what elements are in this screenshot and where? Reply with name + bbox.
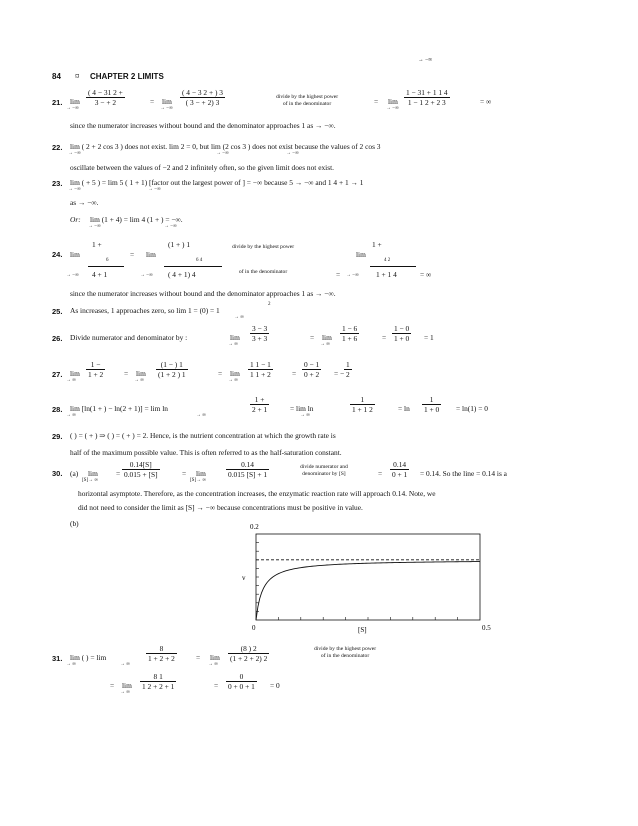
- result: = −: [334, 369, 345, 378]
- fraction: $\frac{3 - 3}{3 + 3}$: [252, 324, 268, 344]
- fraction: $\frac{0.14[S]}{0.015 + [S]}$: [124, 460, 158, 480]
- lim-subscript: → −∞: [216, 151, 229, 156]
- statement-line: ( ) = ( + ) ⇒ ( ) = ( + ) = 2. Hence, is the nutrient concentration at which the growth rate is: [70, 431, 336, 440]
- denominator: 1 − 1 2 + 2 3: [407, 98, 446, 108]
- lim-operator: lim: [70, 97, 80, 106]
- lim-subscript: → −∞: [88, 224, 101, 229]
- lim-operator: lim: [210, 653, 220, 662]
- lim-subscript: → −∞: [160, 106, 173, 111]
- fraction: $\frac{(8 ) 2}{(1 + 2 + 2) 2}$: [230, 644, 268, 664]
- fraction-bar: [164, 266, 222, 267]
- lim-subscript: → ∞: [320, 342, 330, 347]
- denominator: ( 4 + 1) 4: [168, 270, 196, 279]
- problem-number: 27.: [52, 370, 63, 379]
- lim-subscript: → −∞: [148, 187, 161, 192]
- exponent: 2: [268, 302, 271, 307]
- x-ticks: [278, 617, 457, 620]
- fraction: $\frac{1}{1 + 1 2}$: [352, 395, 373, 415]
- statement-line: lim (1 + 4) = lim 4 (1 + ) = −∞.: [90, 215, 183, 224]
- fraction: $\frac{0.14}{0 + 1}$: [392, 460, 408, 480]
- lim-operator: lim: [196, 469, 206, 478]
- result: = ∞: [420, 270, 432, 279]
- lim-subscript: → ∞: [134, 378, 144, 383]
- fraction: $\frac{0 - 1}{0 + 2}$: [304, 360, 320, 380]
- lim-operator: lim: [388, 97, 398, 106]
- explanation: since the numerator increases without bound and the denominator approaches 1 as → −∞.: [70, 121, 336, 130]
- statement-line: lim ( + 5 ) = lim 5 ( 1 + 1) [factor out the largest power of ] = −∞ because 5 → −∞ and 1 4 + 1 → 1: [70, 178, 364, 187]
- lim-operator: lim: [122, 681, 132, 690]
- statement-line: As increases, 1 approaches zero, so lim 1 = (0) = 1: [70, 306, 220, 315]
- lim-subscript: → −∞: [66, 273, 79, 278]
- fraction: $\frac{1 - 6}{1 + 6}$: [342, 324, 358, 344]
- statement-line: oscillate between the values of −2 and 2 infinitely often, so the given limit does not exist.: [70, 163, 335, 172]
- series-line: [256, 562, 480, 620]
- fraction: $\frac{1 1 - 1}{1 1 + 2}$: [250, 360, 271, 380]
- statement-line: horizontal asymptote. Therefore, as the concentration increases, the enzymatic reaction rate will approach 0.14. Note, we: [78, 489, 436, 498]
- problem-number: 23.: [52, 179, 63, 188]
- fraction: $\frac{8 1}{1 2 + 2 + 1}$: [142, 672, 175, 692]
- result: = 0.14. So the line = 0.14 is a: [420, 469, 507, 478]
- fraction: [180, 88, 225, 108]
- exponent: 6: [106, 258, 109, 263]
- problem-number: 21.: [52, 98, 63, 107]
- lim-subscript: → −∞: [346, 273, 359, 278]
- fraction: $\frac{1 +}{2 + 1}$: [252, 395, 268, 415]
- lim-subscript: → −∞: [164, 224, 177, 229]
- lim-operator: lim: [230, 333, 240, 342]
- fraction-bar: [370, 266, 416, 267]
- chart-svg: [236, 520, 526, 636]
- denominator: ( 3 − + 2) 3: [185, 98, 220, 108]
- lim-subscript: → −∞: [386, 106, 399, 111]
- lim-subscript: [S]→ ∞: [82, 478, 98, 483]
- numerator: 1 +: [92, 240, 102, 249]
- plot-frame: [256, 534, 480, 620]
- x-tick-label: 0.5: [482, 624, 491, 632]
- lim-subscript: → ∞: [66, 662, 76, 667]
- page-number: 84: [52, 72, 61, 81]
- problem-number: 29.: [52, 432, 63, 441]
- fraction: $\frac{1}{1 + 0}$: [424, 395, 440, 415]
- annotation-note: divide by the highest power of in the denominator: [232, 244, 295, 276]
- lim-subscript: → −∞: [140, 273, 153, 278]
- annotation-note: divide numerator and denominator by [S]: [300, 464, 348, 478]
- fraction: [404, 88, 450, 108]
- problem-number: 31.: [52, 654, 63, 663]
- statement-lead: Divide numerator and denominator by :: [70, 333, 188, 342]
- denominator: 1 + 1 4: [376, 270, 397, 279]
- part-label: (a): [70, 469, 79, 478]
- problem-number: 28.: [52, 405, 63, 414]
- fraction-bar: [88, 266, 124, 267]
- numerator: 1 +: [372, 240, 382, 249]
- fraction: $\frac{1 - 0}{1 + 0}$: [394, 324, 410, 344]
- fraction: $\frac{8}{1 + 2 + 2}$: [148, 644, 175, 664]
- problem-number: 30.: [52, 469, 63, 478]
- problem-number: 22.: [52, 143, 63, 152]
- lim-operator: lim: [322, 333, 332, 342]
- statement-line: lim [ln(1 + ) − ln(2 + 1)] = lim ln: [70, 404, 168, 413]
- explanation: since the numerator increases without bound and the denominator approaches 1 as → −∞.: [70, 289, 336, 298]
- annotation-note: divide by the highest power of in the denominator: [314, 646, 377, 660]
- lim-operator: lim: [70, 369, 80, 378]
- rate-chart: [236, 520, 526, 636]
- exponent: 4 2: [384, 258, 391, 263]
- numerator: ( 4 − 3 2 + ) 3: [182, 88, 223, 97]
- statement-line: lim ( ) = lim: [70, 653, 107, 662]
- lim-subscript: → ∞: [228, 378, 238, 383]
- fraction: $\frac{(1 - ) 1}{(1 + 2 ) 1}$: [158, 360, 186, 380]
- statement-line: = lim ln: [290, 404, 314, 413]
- exponent: 6 4: [196, 258, 203, 263]
- statement-line: half of the maximum possible value. This is often referred to as the half-saturation constant.: [70, 448, 342, 457]
- lim-subscript: → ∞: [196, 413, 206, 418]
- lim-operator: lim: [356, 250, 366, 259]
- problem-number: 25.: [52, 307, 63, 316]
- lim-operator: lim: [162, 97, 172, 106]
- lim-operator: lim: [136, 369, 146, 378]
- lim-operator: lim: [146, 250, 156, 259]
- y-ticks: [256, 543, 259, 612]
- x-tick-label: 0: [252, 624, 256, 632]
- part-label: (b): [70, 519, 79, 528]
- result: = 1: [424, 333, 434, 342]
- result: = ln(1) = 0: [456, 404, 488, 413]
- statement-line: = ln: [398, 404, 410, 413]
- numerator: 1 − 31 + 1 1 4: [406, 88, 448, 97]
- top-fragment: → −∞: [418, 57, 433, 63]
- lim-subscript: → ∞: [300, 413, 310, 418]
- lim-subscript: → ∞: [120, 690, 130, 695]
- denominator: 4 + 1: [92, 270, 108, 279]
- statement-line: did not need to consider the limit as [S] → −∞ because concentrations must be positive in value.: [78, 503, 363, 512]
- textbook-page: → −∞ 84 ¤ CHAPTER 2 LIMITS 21. lim → −∞ $\frac{( 4 - 31 2 +}{3 - + 2}$ = lim → −∞ $\frac{( 4 - 3 2 + ) 3}{( 3 - + 2) 3}$ divide by the highest power of in the denominator = lim → −∞ $\frac{1 - 31 + 1 1 4}{1 - 1 2 + 2 3}$ = ∞ since the numerator increases without bound and the denominator approaches 1 as → −∞. 22. lim ( 2 + 2 cos 3 ) does not exist. lim 2 = 0, but lim (2 cos 3 ) does not exist because the values of 2 cos 3 → −∞ → −∞ → −∞ oscillate between the values of −2 and 2 infinitely often, so the given limit does not exist. 23. lim ( + 5 ) = lim 5 ( 1 + 1) [factor out the largest power of ] = −∞ because 5 → −∞ and 1 4 + 1 → 1 → −∞ → −∞ as → −∞. Or: lim (1 + 4) = lim 4 (1 + ) = −∞. → −∞ → −∞ 24. lim → −∞ 1 + 6 4 + 1 = lim → −∞ (1 + ) 1 6 4 ( 4 + 1) 4 divide by the highest power of in the denominator lim = → −∞ 1 + 4 2 1 + 1 4 = ∞ since the numerator increases without bound and the denominator approaches 1 as → −∞. 25. As increases, 1 approaches zero, so lim 1 = (0) = 1 → ∞ 2 26. Divide numerator and denominator by : lim → ∞ $\frac{3 - 3}{3 + 3}$ = lim → ∞ $\frac{1 - 6}{1 + 6}$ = $\frac{1 - 0}{1 + 0}$ = 1 27. lim → ∞ $\frac{1 -}{1 + 2}$ = lim → ∞ $\frac{(1 - ) 1}{(1 + 2 ) 1}$ = lim → ∞ $\frac{1 1 - 1}{1 1 + 2}$ = $\frac{0 - 1}{0 + 2}$ = − $\frac{1}{2}$ 28. lim [ln(1 + ) − ln(2 + 1)] = lim ln → ∞ → ∞ $\frac{1 +}{2 + 1}$ = lim ln → ∞ $\frac{1}{1 + 1 2}$ = ln $\frac{1}{1 + 0}$ = ln(1) = 0 29. ( ) = ( + ) ⇒ ( ) = ( + ) = 2. Hence, is the nutrient concentration at which the growth rate is half of the maximum possible value. This is often referred to as the half-saturation constant. 30. (a) lim [S]→ ∞ = $\frac{0.14[S]}{0.015 + [S]}$ = lim [S]→ ∞ $\frac{0.14}{0.015 [S] + 1}$ divide numerator and denominator by [S] = $\frac{0.14}{0 + 1}$ = 0.14. So the line = 0.14 is a horizontal asymptote. Therefore, as the concentration increases, the enzymatic reaction rate will approach 0.14. Note, we did not need to consider the limit as [S] → −∞ because concentrations must be positive in value. (b) 0.2 0 0.5 v [S] 31. lim ( ) = lim → ∞ → ∞ $\frac{8}{1 + 2 + 2}$ = lim → ∞ $\frac{(8 ) 2}{(1 + 2 + 2) 2}$ divide by the highest power of in the denominator = lim → ∞ $\frac{8 1}{1 2 + 2 + 1}$ = $\frac{0}{0 + 0 + 1}$ = 0: [0, 0, 638, 826]
- y-tick-label: 0.2: [250, 523, 259, 531]
- lim-operator: lim: [70, 250, 80, 259]
- numerator: ( 4 − 31 2 +: [88, 88, 123, 97]
- lim-operator: lim: [230, 369, 240, 378]
- fraction: $\frac{0.14}{0.015 [S] + 1}$: [228, 460, 268, 480]
- lim-subscript: [S]→ ∞: [190, 478, 206, 483]
- problem-number: 24.: [52, 250, 63, 259]
- lim-subscript: → ∞: [66, 413, 76, 418]
- lim-subscript: → −∞: [68, 151, 81, 156]
- lim-subscript: → ∞: [234, 315, 244, 320]
- lim-subscript: → ∞: [120, 662, 130, 667]
- or-label: Or:: [70, 215, 81, 224]
- problem-number: 26.: [52, 334, 63, 343]
- fraction: $\frac{0}{0 + 0 + 1}$: [228, 672, 255, 692]
- statement-line: as → −∞.: [70, 198, 99, 207]
- annotation-note: divide by the highest power of in the denominator: [276, 94, 339, 108]
- result: = ∞: [480, 97, 492, 106]
- section-symbol-icon: ¤: [75, 71, 80, 81]
- result: = 0: [270, 681, 280, 690]
- fraction: $\frac{1}{2}$: [346, 360, 350, 380]
- x-axis-label: [S]: [358, 626, 367, 634]
- lim-subscript: → −∞: [66, 106, 79, 111]
- lim-subscript: → −∞: [286, 151, 299, 156]
- lim-operator: lim: [88, 469, 98, 478]
- lim-subscript: → ∞: [66, 378, 76, 383]
- lim-subscript: → −∞: [68, 187, 81, 192]
- statement-line: lim ( 2 + 2 cos 3 ) does not exist. lim 2 = 0, but lim (2 cos 3 ) does not exist because the values of 2 cos 3: [70, 142, 381, 151]
- chapter-title: CHAPTER 2 LIMITS: [90, 72, 164, 81]
- lim-subscript: → ∞: [208, 662, 218, 667]
- fraction: $\frac{1 -}{1 + 2}$: [88, 360, 104, 380]
- lim-subscript: → ∞: [228, 342, 238, 347]
- fraction: [86, 88, 125, 108]
- y-axis-label: v: [242, 574, 246, 582]
- denominator: 3 − + 2: [94, 98, 117, 108]
- numerator: (1 + ) 1: [168, 240, 191, 249]
